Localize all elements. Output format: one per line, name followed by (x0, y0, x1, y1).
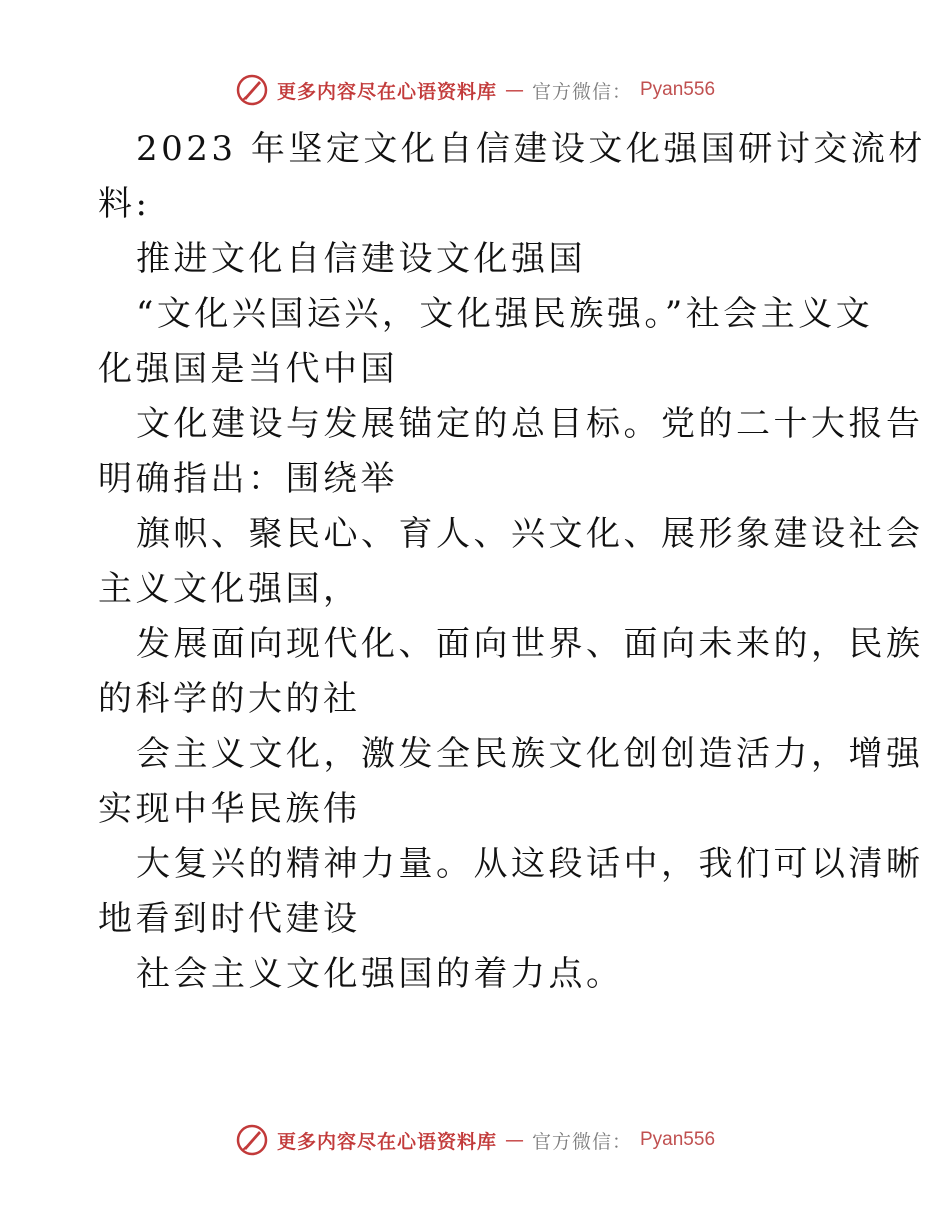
watermark-dash: — (504, 1129, 524, 1151)
quill-logo-icon (235, 1123, 269, 1157)
paragraph-line: 大复兴的精神力量。从这段话中，我们可以清晰 (136, 844, 924, 884)
paragraph (98, 617, 924, 727)
watermark-wechat-id: Pyan556 (640, 1129, 716, 1150)
watermark-text: 更多内容尽在心语资料库 (276, 1130, 497, 1153)
paragraph-line: 文化建设与发展锚定的总目标。党的二十大报告 (136, 404, 924, 444)
paragraph-line: 推进文化自信建设文化强国 (136, 239, 586, 279)
paragraph-line: “文化兴国运兴，文化强民族强。”社会主义文 (136, 294, 874, 334)
paragraph-line: 发展面向现代化、面向世界、面向未来的，民族 (136, 624, 924, 664)
paragraph-line: 实现中华民族伟 (98, 789, 361, 829)
paragraph-line: 主义文化强国， (98, 569, 361, 609)
paragraph (98, 727, 924, 837)
quill-logo-icon (235, 73, 269, 107)
paragraph-line: 旗帜、聚民心、育人、兴文化、展形象建设社会 (136, 514, 924, 554)
watermark-wechat-label: 官方微信： (531, 80, 632, 103)
paragraph-subtitle (98, 232, 858, 287)
paragraph-title (98, 122, 926, 232)
paragraph (98, 507, 924, 617)
watermark-text: 更多内容尽在心语资料库 (276, 80, 497, 103)
watermark-wechat-label: 官方微信： (531, 1130, 632, 1153)
header-watermark (0, 70, 950, 110)
document-body (98, 122, 926, 1002)
watermark-dash: — (504, 79, 524, 101)
paragraph (98, 397, 924, 507)
paragraph (98, 947, 858, 1002)
paragraph-line: 料: (98, 184, 151, 224)
paragraph-line: 2023 年坚定文化自信建设文化强国研讨交流材 (136, 129, 926, 169)
paragraph (98, 287, 874, 397)
paragraph-line: 化强国是当代中国 (98, 349, 398, 389)
paragraph-line: 的科学的大的社 (98, 679, 361, 719)
paragraph (98, 837, 924, 947)
paragraph-line: 社会主义文化强国的着力点。 (136, 954, 624, 994)
watermark-wechat-id: Pyan556 (640, 79, 716, 100)
paragraph-line: 会主义文化，激发全民族文化创创造活力，增强 (136, 734, 924, 774)
paragraph-line: 明确指出：围绕举 (98, 459, 398, 499)
paragraph-line: 地看到时代建设 (98, 899, 361, 939)
footer-watermark (0, 1120, 950, 1160)
